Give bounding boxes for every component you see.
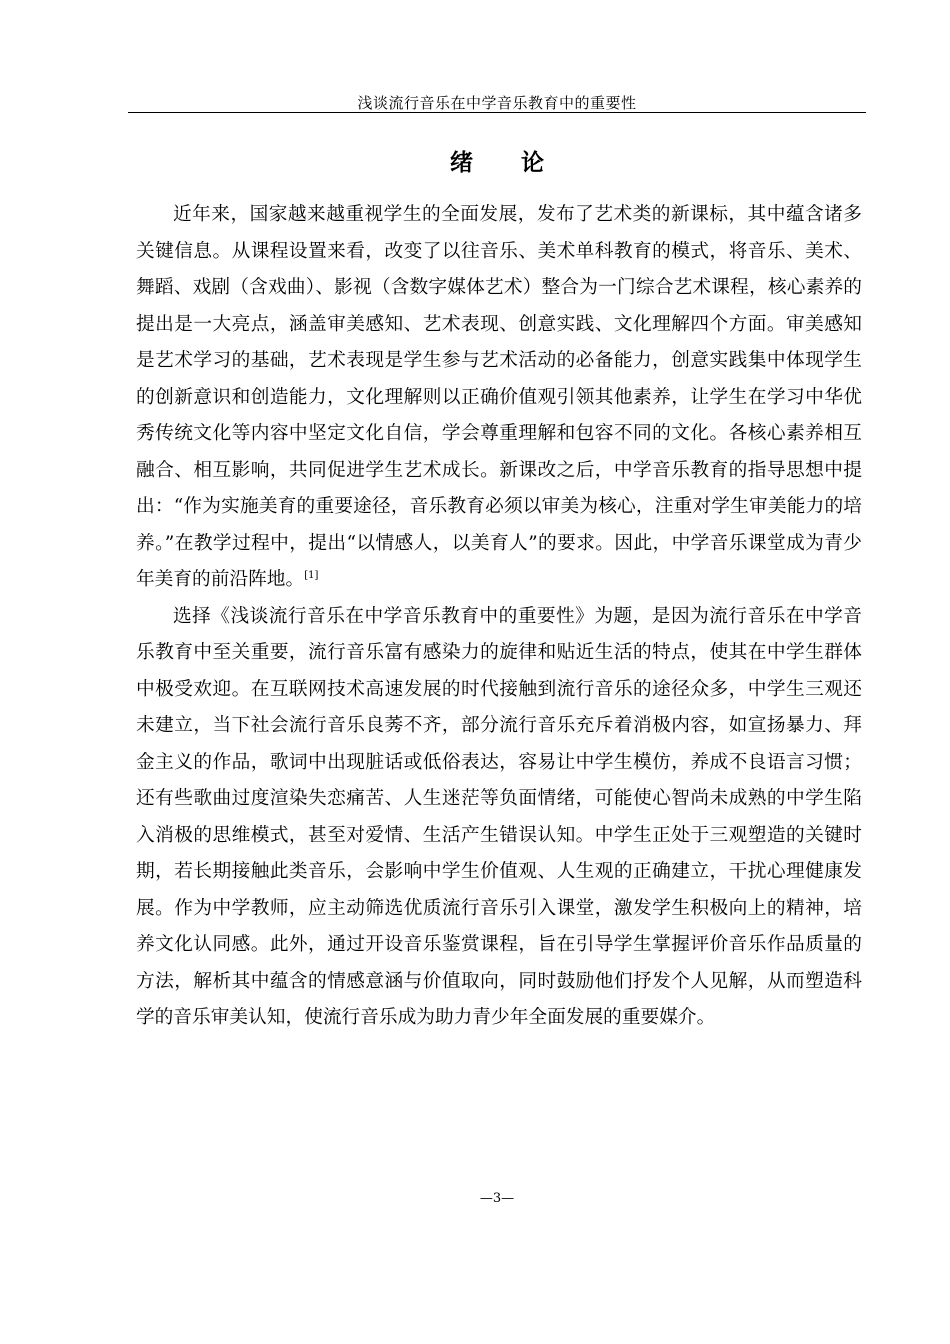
section-heading-char-1: 绪 xyxy=(450,150,473,176)
running-header-title: 浅谈流行音乐在中学音乐教育中的重要性 xyxy=(357,94,637,112)
body-text xyxy=(136,197,862,1037)
page-number: —3— xyxy=(479,1191,515,1206)
header-divider xyxy=(128,112,866,113)
citation-marker: [1] xyxy=(304,569,319,581)
section-heading xyxy=(128,145,866,181)
paragraph-2-text: 选择《浅谈流行音乐在中学音乐教育中的重要性》为题，是因为流行音乐在中学音乐教育中至关重要，流行音乐富有感染力的旋律和贴近生活的特点，使其在中学生群体中极受欢迎。在互联网技术高速发展的时代接触到流行音乐的途径众多，中学生三观还未建立，当下社会流行音乐良莠不齐，部分流行音乐充斥着消极内容，如宣扬暴力、拜金主义的作品，歌词中出现脏话或低俗表达，容易让中学生模仿，养成不良语言习惯；还有些歌曲过度渲染失恋痛苦、人生迷茫等负面情绪，可能使心智尚未成熟的中学生陷入消极的思维模式，甚至对爱情、生活产生错误认知。中学生正处于三观塑造的关键时期，若长期接触此类音乐，会影响中学生价值观、人生观的正确建立，干扰心理健康发展。作为中学教师，应主动筛选优质流行音乐引入课堂，激发学生积极向上的精神，培养文化认同感。此外，通过开设音乐鉴赏课程，旨在引导学生掌握评价音乐作品质量的方法，解析其中蕴含的情感意涵与价值取向，同时鼓励他们抒发个人见解，从而塑造科学的音乐审美认知，使流行音乐成为助力青少年全面发展的重要媒介。 xyxy=(136,605,862,1028)
paragraph-1 xyxy=(136,197,862,599)
paragraph-2 xyxy=(136,599,862,1037)
paragraph-1-text: 近年来，国家越来越重视学生的全面发展，发布了艺术类的新课标，其中蕴含诸多关键信息。从课程设置来看，改变了以往音乐、美术单科教育的模式，将音乐、美术、舞蹈、戏剧（含戏曲）、影视（含数字媒体艺术）整合为一门综合艺术课程，核心素养的提出是一大亮点，涵盖审美感知、艺术表现、创意实践、文化理解四个方面。审美感知是艺术学习的基础，艺术表现是学生参与艺术活动的必备能力，创意实践集中体现学生的创新意识和创造能力，文化理解则以正确价值观引领其他素养，让学生在学习中华优秀传统文化等内容中坚定文化自信，学会尊重理解和包容不同的文化。各核心素养相互融合、相互影响，共同促进学生艺术成长。新课改之后，中学音乐教育的指导思想中提出：“作为实施美育的重要途径，音乐教育必须以审美为核心，注重对学生审美能力的培养。”在教学过程中，提出“以情感人，以美育人”的要求。因此，中学音乐课堂成为青少年美育的前沿阵地。 xyxy=(136,204,862,590)
section-heading-char-2: 论 xyxy=(521,150,544,176)
